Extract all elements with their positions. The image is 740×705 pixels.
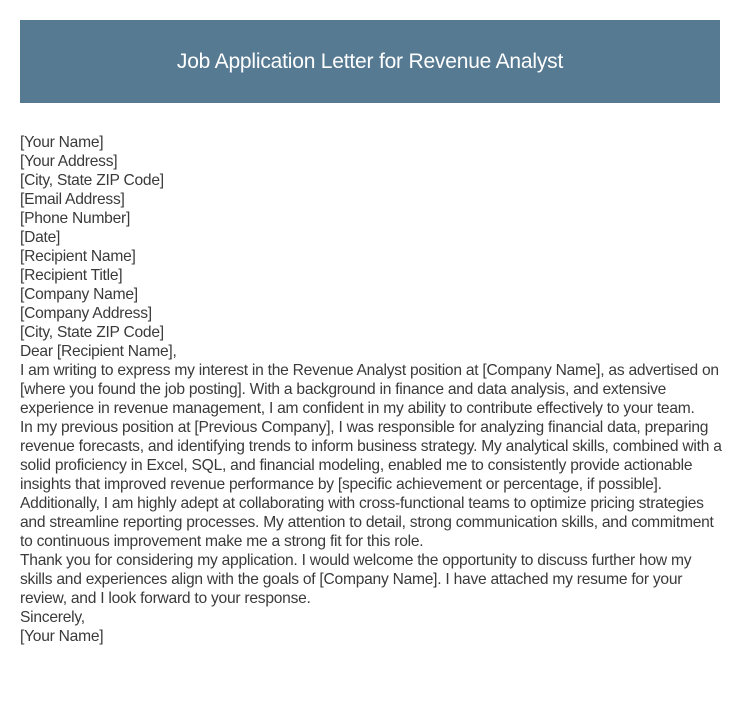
sender-address: [Your Address]: [20, 153, 118, 170]
recipient-company-address: [Company Address]: [20, 305, 152, 322]
letter-body: [20, 133, 725, 646]
closing: Sincerely,: [20, 609, 85, 626]
page-title: Job Application Letter for Revenue Analyst: [176, 49, 564, 73]
sender-city-state-zip: [City, State ZIP Code]: [20, 172, 164, 189]
paragraph-experience: In my previous position at [Previous Company], I was responsible for analyzing financial data, preparing revenue forecasts, and identifying trends to inform business strategy. My analytical skills, combined with a solid proficiency in Excel, SQL, and financial modeling, enabled me to consistently provide actionable insights that improved revenue performance by [specific achievement or percentage, if possible].: [20, 419, 722, 493]
sender-phone: [Phone Number]: [20, 210, 131, 227]
recipient-company: [Company Name]: [20, 286, 138, 303]
paragraph-skills: Additionally, I am highly adept at collaborating with cross-functional teams to optimize pricing strategies and streamline reporting processes. My attention to detail, strong communication skills, and commitment to continuous improvement make me a strong fit for this role.: [20, 495, 714, 550]
signature: [Your Name]: [20, 628, 104, 645]
recipient-title: [Recipient Title]: [20, 267, 123, 284]
sender-name: [Your Name]: [20, 134, 104, 151]
paragraph-closing: Thank you for considering my application. I would welcome the opportunity to discuss further how my skills and experiences align with the goals of [Company Name]. I have attached my resume for your review, and I look forward to your response.: [20, 552, 692, 607]
title-banner: [20, 20, 720, 103]
letter-date: [Date]: [20, 229, 61, 246]
recipient-name: [Recipient Name]: [20, 248, 136, 265]
salutation: Dear [Recipient Name],: [20, 343, 177, 360]
paragraph-intro: I am writing to express my interest in the Revenue Analyst position at [Company Name], as advertised on [where you found the job posting]. With a background in finance and data analysis, and extensive experience in revenue management, I am confident in my ability to contribute effectively to your team.: [20, 362, 719, 417]
recipient-city-state-zip: [City, State ZIP Code]: [20, 324, 164, 341]
sender-email: [Email Address]: [20, 191, 125, 208]
